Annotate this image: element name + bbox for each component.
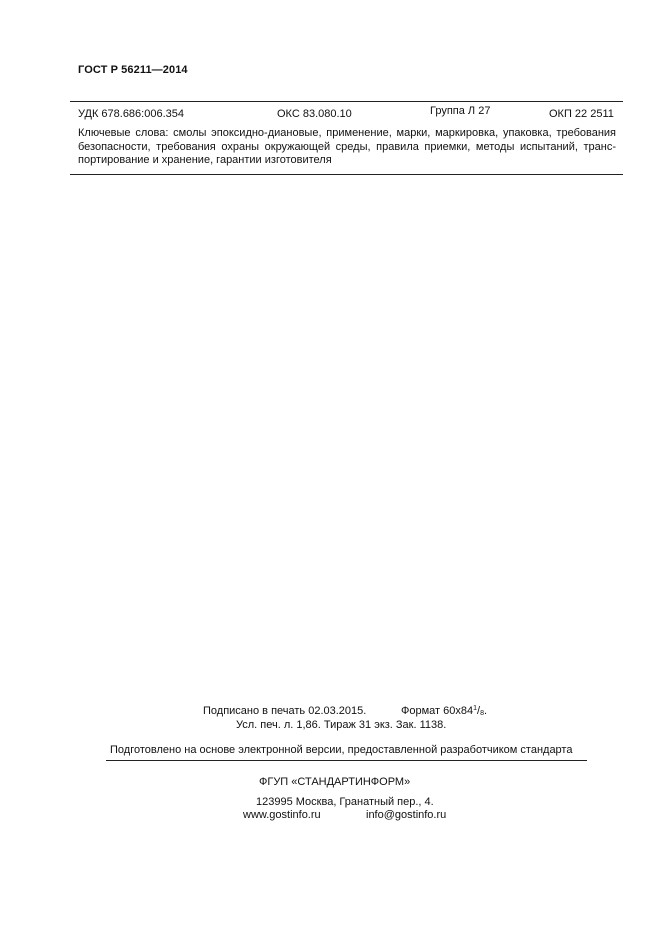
- format-sub: 8: [480, 710, 484, 717]
- publisher-name: ФГУП «СТАНДАРТИНФОРМ»: [259, 776, 411, 788]
- keywords-block: [78, 127, 616, 168]
- keywords-line: безопасности, требования охраны окружающей среды, правила приемки, методы испытаний, транс-: [78, 140, 616, 153]
- top-rule: [70, 101, 623, 102]
- oks-code: ОКС 83.080.10: [277, 108, 352, 120]
- keywords-bottom-rule: [70, 174, 623, 175]
- publisher-address: 123995 Москва, Гранатный пер., 4.: [256, 796, 434, 808]
- publisher-rule: [106, 760, 587, 761]
- classification-row: [78, 105, 618, 122]
- keywords-line: Ключевые слова: смолы эпоксидно-диановые, применение, марки, маркировка, упаковка, требования: [78, 127, 616, 139]
- group-code: Группа Л 27: [430, 105, 491, 117]
- publisher-website-link[interactable]: www.gostinfo.ru: [243, 809, 321, 821]
- udk-code: УДК 678.686:006.354: [78, 108, 184, 120]
- keywords-line: портирование и хранение, гарантии изготовителя: [78, 154, 332, 166]
- document-standard-id: ГОСТ Р 56211—2014: [78, 64, 188, 76]
- format-info: Формат $60х84^1/_8$.: [401, 705, 488, 717]
- prepared-note: Подготовлено на основе электронной версии, предоставленной разработчиком стандарта: [110, 744, 573, 756]
- publisher-email-link[interactable]: info@gostinfo.ru: [366, 809, 447, 821]
- format-label: Формат 60х84: [401, 705, 474, 717]
- signed-date: Подписано в печать 02.03.2015.: [203, 705, 367, 717]
- format-sup: 1: [473, 705, 478, 712]
- okp-code: ОКП 22 2511: [549, 108, 614, 120]
- format-end: .: [483, 705, 488, 717]
- print-info: Усл. печ. л. 1,86. Тираж 31 экз. Зак. 1138.: [236, 719, 447, 731]
